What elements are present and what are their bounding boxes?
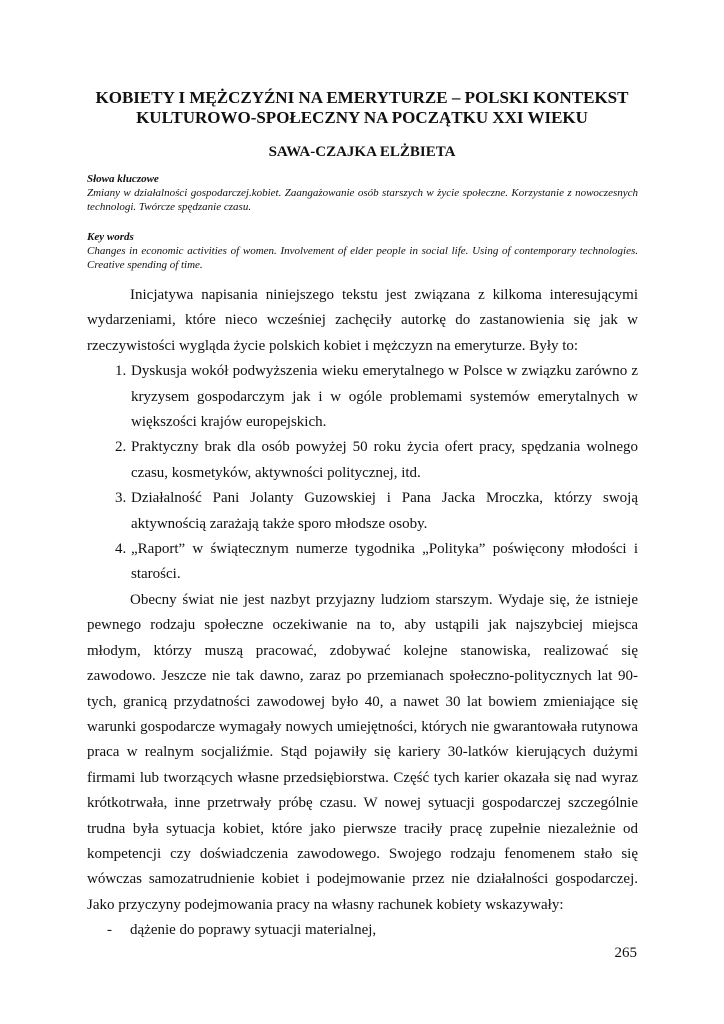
keywords-english [87,230,638,272]
list-item: 1. Dyskusja wokół podwyższenia wieku emerytalnego w Polsce w związku zarówno z kryzysem gospodarczym jak i w ogóle problemami systemów emerytalnych w większości krajów europejskich. [130,359,638,435]
keywords-polish-heading: Słowa kluczowe [87,173,159,185]
list-item: 4. „Raport” w świątecznym numerze tygodnika „Polityka” poświęcony młodości i starości. [130,537,638,588]
body-text [87,283,638,944]
title-line-2: KULTUROWO-SPOŁECZNY NA POCZĄTKU XXI WIEKU [136,108,588,127]
keywords-english-text: Changes in economic activities of women. Involvement of elder people in social life. Using of contemporary technologies. Creative spending of time. [87,245,638,271]
keywords-english-heading: Key words [87,231,134,243]
dash-list-item: - dążenie do poprawy sytuacji materialnej, [87,918,638,943]
main-paragraph: Obecny świat nie jest nazbyt przyjazny ludziom starszym. Wydaje się, że istnieje pewnego rodzaju społeczne oczekiwanie na to, aby ustąpili jak najszybciej miejsca młodym, którzy muszą pracować, zdobywać kolejne stanowiska, realizować się zawodowo. Jeszcze nie tak dawno, zaraz po przemianach społeczno-politycznych lat 90-tych, granicą przydatności zawodowej było 40, a nawet 30 lat bowiem zmieniające się warunki gospodarcze wymagały nowych umiejętności, których nie gwarantowała rutynowa praca w realnym socjaliźmie. Stąd pojawiły się kariery 30-latków kierujących dużymi firmami lub tworzących własne przedsiębiorstwa. Część tych karier okazała się nad wyraz krótkotrwała, inne przetrwały próbę czasu. W nowej sytuacji gospodarczej szczególnie trudna była sytuacja kobiet, które jako pierwsze traciły pracę zupełnie niezależnie od kompetencji czy doświadczenia zawodowego. Swojego rodzaju fenomenem stało się wówczas samozatrudnienie kobiet i podejmowanie przez nie działalności gospodarczej. Jako przyczyny podejmowania pracy na własny rachunek kobiety wskazywały: [87,591,638,913]
author-name: SAWA-CZAJKA ELŻBIETA [268,144,456,160]
keywords-polish [87,172,638,214]
list-item: 3. Działalność Pani Jolanty Guzowskiej i Pana Jacka Mroczka, którzy swoją aktywnością zarażają także sporo młodsze osoby. [130,486,638,537]
list-item: 2. Praktyczny brak dla osób powyżej 50 roku życia ofert pracy, spędzania wolnego czasu, kosmetyków, aktywności politycznej, itd. [130,435,638,486]
title-line-1: KOBIETY I MĘŻCZYŹNI NA EMERYTURZE – POLSKI KONTEKST [95,88,629,107]
intro-paragraph: Inicjatywa napisania niniejszego tekstu jest związana z kilkoma interesującymi wydarzeniami, które nieco wcześniej zachęciły autorkę do zastanowienia się jak w rzeczywistości wygląda życie polskich kobiet i mężczyzn na emeryturze. Były to: [87,287,638,354]
numbered-list [87,359,638,588]
page-number: 265 [614,945,637,961]
keywords-polish-text: Zmiany w działalności gospodarczej.kobiet. Zaangażowanie osób starszych w życie społeczne. Korzystanie z nowoczesnych technologi. Twórcze spędzanie czasu. [87,187,638,213]
paper-title [60,88,664,128]
